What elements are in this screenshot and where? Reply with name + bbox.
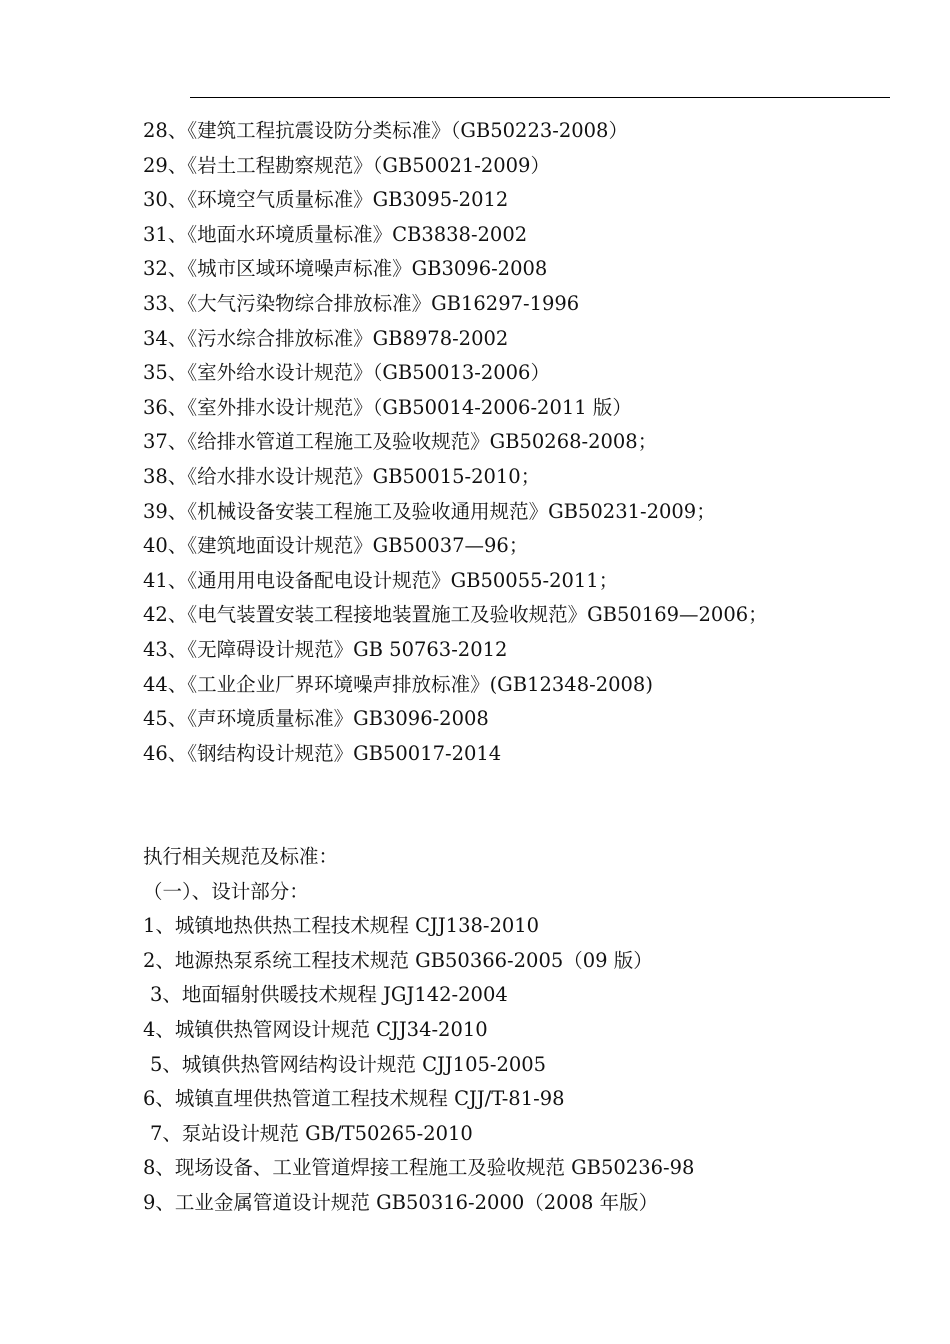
list-item: 46、《钢结构设计规范》GB50017-2014 (143, 741, 502, 765)
list-item: 28、《建筑工程抗震设防分类标准》（GB50223-2008） (143, 119, 628, 142)
list-item: 37、《给排水管道工程施工及验收规范》GB50268-2008； (143, 430, 658, 454)
list-item: 1、城镇地热供热工程技术规程 CJJ138-2010 (143, 914, 540, 938)
list-item: 33、《大气污染物综合排放标准》GB16297-1996 (143, 291, 580, 315)
list-item: 36、《室外排水设计规范》（GB50014-2006-2011 版） (143, 395, 632, 419)
list-item: 40、《建筑地面设计规范》GB50037—96； (143, 534, 529, 558)
header-rule (190, 97, 890, 98)
list-item: 38、《给水排水设计规范》GB50015-2010； (143, 464, 541, 488)
list-item: 34、《污水综合排放标准》GB8978-2002 (143, 326, 509, 350)
list-item: 42、《电气装置安装工程接地装置施工及验收规范》GB50169—2006； (143, 603, 768, 627)
design-section (143, 840, 694, 1221)
list-item: 43、《无障碍设计规范》GB 50763-2012 (143, 637, 508, 661)
list-item: 2、地源热泵系统工程技术规范 GB50366-2005（09 版） (143, 948, 653, 972)
section-heading: 执行相关规范及标准： (143, 845, 339, 868)
list-item: 5、城镇供热管网结构设计规范 CJJ105-2005 (150, 1052, 547, 1076)
list-item: 3、地面辐射供暖技术规程 JGJ142-2004 (150, 983, 508, 1007)
list-item: 44、《工业企业厂界环境噪声排放标准》(GB12348-2008) (143, 672, 653, 696)
subsection-heading: （一）、设计部分： (143, 879, 309, 903)
list-item: 41、《通用用电设备配电设计规范》GB50055-2011； (143, 568, 619, 592)
list-item: 4、城镇供热管网设计规范 CJJ34-2010 (143, 1017, 488, 1041)
standards-list (143, 114, 768, 771)
list-item: 30、《环境空气质量标准》GB3095-2012 (143, 188, 509, 212)
list-item: 45、《声环境质量标准》GB3096-2008 (143, 707, 489, 731)
list-item: 6、城镇直埋供热管道工程技术规程 CJJ/T-81-98 (143, 1087, 565, 1111)
design-list (143, 909, 694, 1220)
list-item: 31、《地面水环境质量标准》CB3838-2002 (143, 222, 528, 246)
list-item: 7、泵站设计规范 GB/T50265-2010 (150, 1121, 473, 1145)
list-item: 35、《室外给水设计规范》（GB50013-2006） (143, 361, 550, 385)
list-item: 8、现场设备、工业管道焊接工程施工及验收规范 GB50236-98 (143, 1156, 695, 1180)
list-item: 39、《机械设备安装工程施工及验收通用规范》GB50231-2009； (143, 499, 716, 523)
list-item: 29、《岩土工程勘察规范》（GB50021-2009） (143, 153, 550, 177)
list-item: 9、工业金属管道设计规范 GB50316-2000（2008 年版） (143, 1190, 659, 1214)
list-item: 32、《城市区域环境噪声标准》GB3096-2008 (143, 257, 548, 281)
